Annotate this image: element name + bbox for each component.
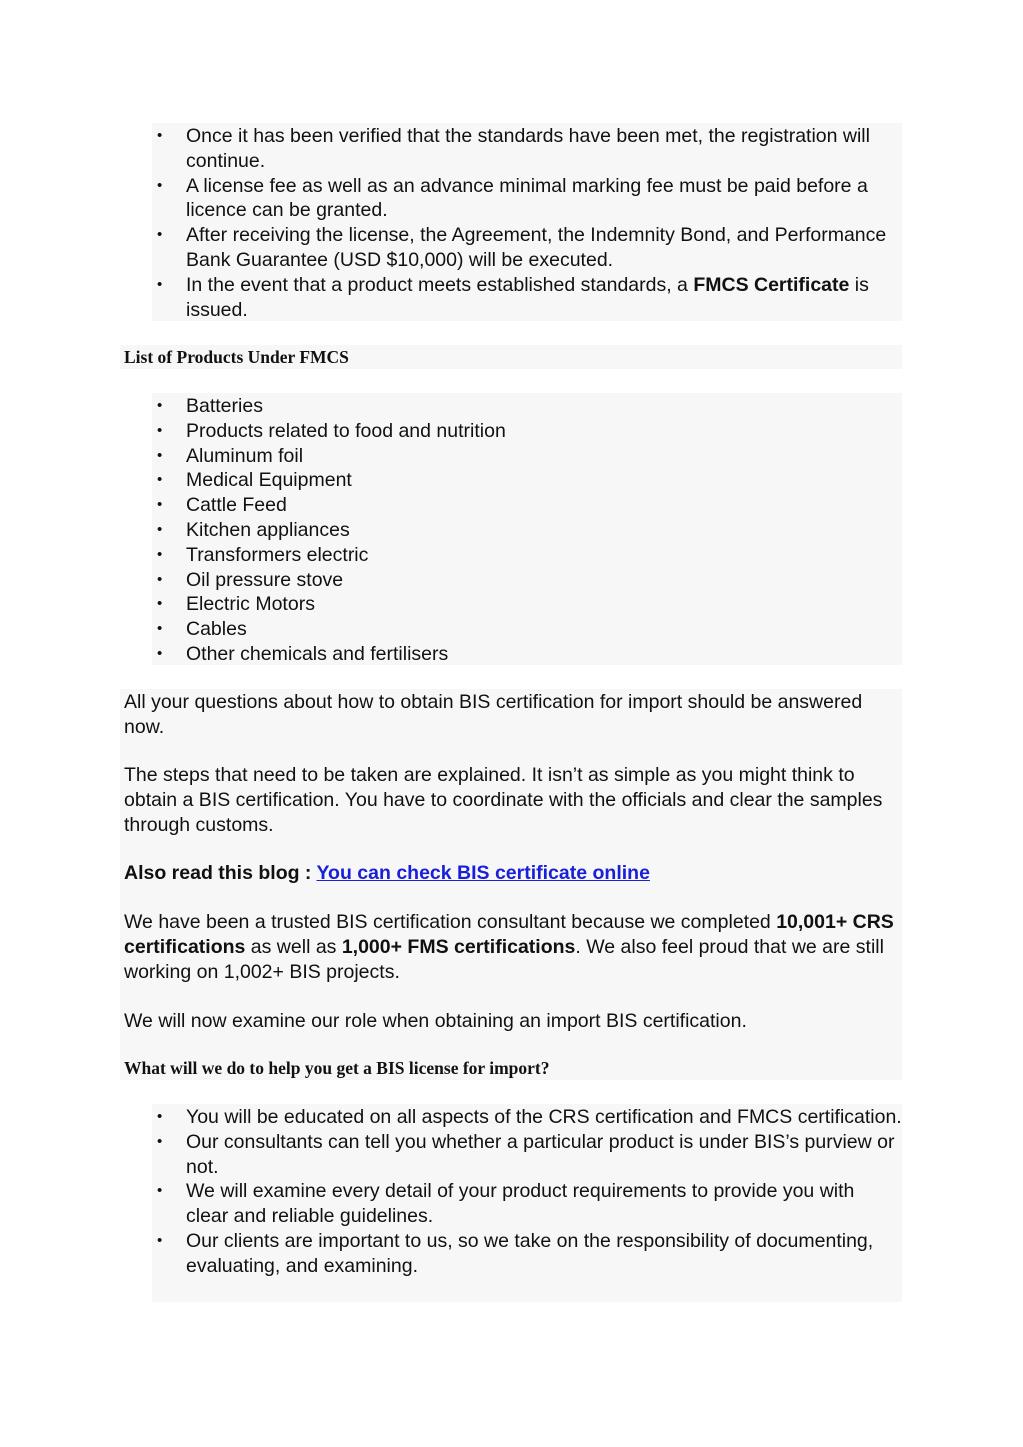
list-item [152, 273, 902, 323]
list-item-text: Once it has been verified that the standards have been met, the registration will continue. [186, 125, 870, 172]
product-name: Oil pressure stove [186, 568, 344, 591]
product-name: Electric Motors [186, 593, 315, 616]
list-item [152, 493, 902, 518]
bullet-icon: • [157, 496, 163, 514]
bullet-icon: • [157, 570, 163, 588]
list-item [152, 223, 902, 273]
list-item-text: You will be educated on all aspects of the CRS certification and FMCS certification. [186, 1106, 902, 1128]
trusted-text-2: as well as [245, 935, 342, 958]
list-item-text: We will examine every detail of your product requirements to provide you with clear and reliable guidelines. [186, 1180, 855, 1228]
list-item [152, 592, 902, 617]
product-name: Products related to food and nutrition [186, 419, 506, 442]
bullet-icon: • [157, 1231, 163, 1249]
bullet-icon: • [157, 275, 163, 293]
bullet-icon: • [157, 620, 163, 638]
list-item [152, 543, 902, 568]
fmcs-certificate-emphasis: FMCS Certificate [693, 273, 850, 296]
list-item [152, 124, 902, 174]
list-item [152, 518, 902, 543]
product-name: Cattle Feed [186, 494, 287, 517]
product-name: Medical Equipment [186, 469, 352, 492]
list-item [152, 419, 902, 444]
product-name: Aluminum foil [186, 444, 304, 467]
list-item [152, 617, 902, 642]
bullet-icon: • [157, 1108, 163, 1125]
products-heading: List of Products Under FMCS [124, 347, 349, 367]
list-item-text: After receiving the license, the Agreement, the Indemnity Bond, and Performance Bank Guarantee (USD $10,000) will be executed. [186, 224, 887, 271]
steps-paragraph: The steps that need to be taken are explained. It isn’t as simple as you might think to obtain a BIS certification. You have to coordinate with the officials and clear the samples through customs. [124, 764, 883, 836]
list-item [152, 1229, 902, 1279]
bullet-icon: • [157, 520, 163, 538]
help-list [152, 1105, 902, 1279]
also-read-label: Also read this blog : [124, 862, 317, 884]
bullet-icon: • [157, 644, 163, 662]
products-list [152, 394, 902, 667]
list-item [152, 568, 902, 593]
bullet-icon: • [157, 176, 163, 194]
fms-count-emphasis: 1,000+ FMS certifications [341, 935, 576, 958]
bullet-icon: • [157, 446, 163, 464]
list-item-text: A license fee as well as an advance minimal marking fee must be paid before a licence can be granted. [186, 174, 868, 222]
bullet-icon: • [157, 471, 163, 489]
bullet-icon: • [157, 127, 163, 144]
product-name: Transformers electric [186, 543, 369, 566]
bis-certificate-online-link[interactable]: You can check BIS certificate online [316, 862, 650, 884]
list-item-text-after: is issued. [186, 273, 869, 321]
list-item [152, 174, 902, 224]
product-name: Kitchen appliances [186, 518, 350, 541]
also-read-line [124, 861, 894, 886]
steps-list [152, 124, 902, 322]
bullet-icon: • [157, 1182, 163, 1200]
bullet-icon: • [157, 226, 163, 244]
trusted-text-1: We have been a trusted BIS certification consultant because we completed [124, 911, 777, 933]
list-item-text-before: In the event that a product meets established standards, a [186, 273, 694, 296]
bullet-icon: • [157, 421, 163, 439]
product-name: Batteries [186, 395, 263, 417]
bullet-icon: • [157, 397, 163, 414]
product-name: Cables [186, 618, 247, 641]
list-item [152, 468, 902, 493]
trusted-text-3: . We also feel proud that we are still working on 1,002+ BIS projects. [124, 935, 884, 983]
bullet-icon: • [157, 595, 163, 613]
list-item-text: Our clients are important to us, so we take on the responsibility of documenting, evaluating, and examining. [186, 1229, 874, 1277]
examine-paragraph: We will now examine our role when obtaining an import BIS certification. [124, 1010, 747, 1032]
list-item [152, 394, 902, 419]
list-item [152, 1130, 902, 1180]
trusted-consultant-paragraph [124, 910, 894, 984]
crs-count-emphasis: 10,001+ CRS certifications [124, 911, 894, 958]
list-item-text: Our consultants can tell you whether a particular product is under BIS’s purview or not. [186, 1130, 895, 1178]
list-item [152, 642, 902, 667]
bullet-icon: • [157, 545, 163, 563]
list-item [152, 1105, 902, 1130]
help-heading: What will we do to help you get a BIS license for import? [124, 1058, 550, 1078]
list-item [152, 1179, 902, 1229]
questions-paragraph: All your questions about how to obtain BIS certification for import should be answered now. [124, 691, 863, 738]
list-item [152, 444, 902, 469]
bullet-icon: • [157, 1132, 163, 1150]
product-name: Other chemicals and fertilisers [186, 642, 449, 665]
